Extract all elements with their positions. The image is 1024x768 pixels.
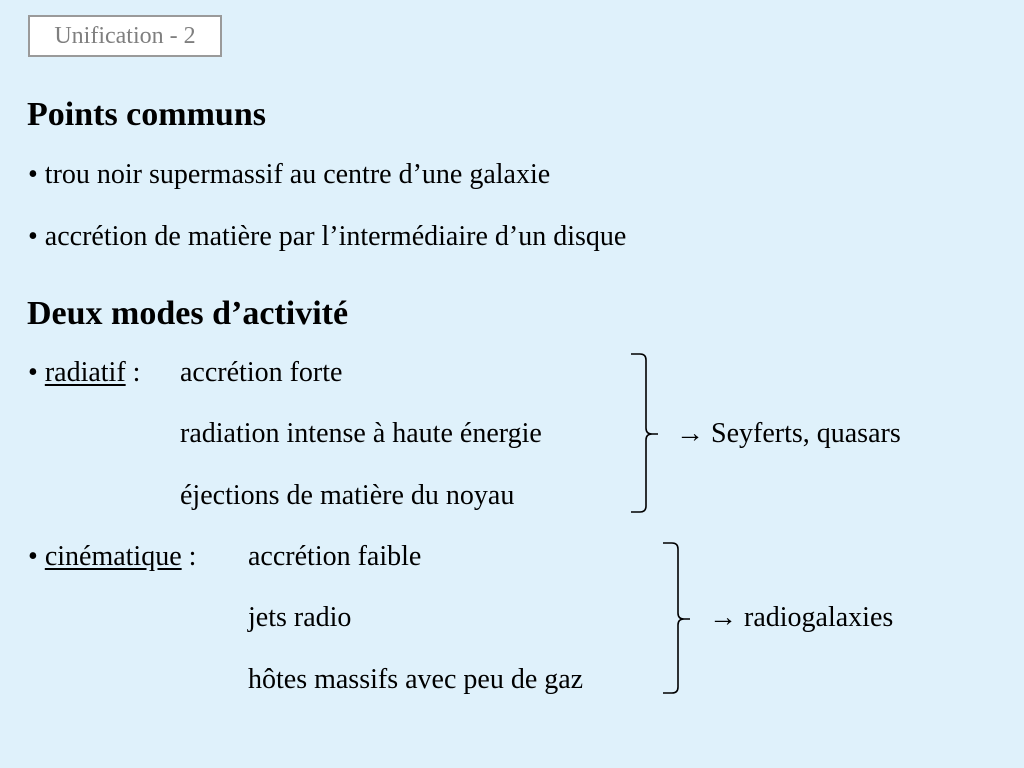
bullet-dot: • [28,357,38,388]
cinematique-result: → radiogalaxies [709,602,894,633]
heading-deux-modes: Deux modes d’activité [27,295,349,332]
bullet-accretion-disque: • accrétion de matière par l’intermédiaire d’un disque [28,221,627,252]
cinematique-separator: : [188,541,197,572]
radiatif-line-3: éjections de matière du noyau [180,480,515,511]
radiatif-result: → Seyferts, quasars [676,418,901,449]
cinematique-brace-icon [660,541,700,695]
heading-points-communs: Points communs [27,96,266,133]
radiatif-bullet-line [28,359,140,387]
cinematique-line-1: accrétion faible [248,541,422,572]
bullet-dot: • [28,541,38,572]
cinematique-line-2: jets radio [248,602,352,633]
radiatif-line-2: radiation intense à haute énergie [180,418,542,449]
cinematique-line-3: hôtes massifs avec peu de gaz [248,664,584,695]
cinematique-bullet-line [28,543,196,571]
cinematique-label: cinématique [44,541,182,572]
radiatif-separator: : [132,357,141,388]
radiatif-label: radiatif [44,357,126,388]
radiatif-line-1: accrétion forte [180,357,343,388]
radiatif-brace-icon [628,352,668,514]
slide-tag: Unification - 2 [28,15,222,57]
bullet-trou-noir: • trou noir supermassif au centre d’une galaxie [28,159,551,190]
